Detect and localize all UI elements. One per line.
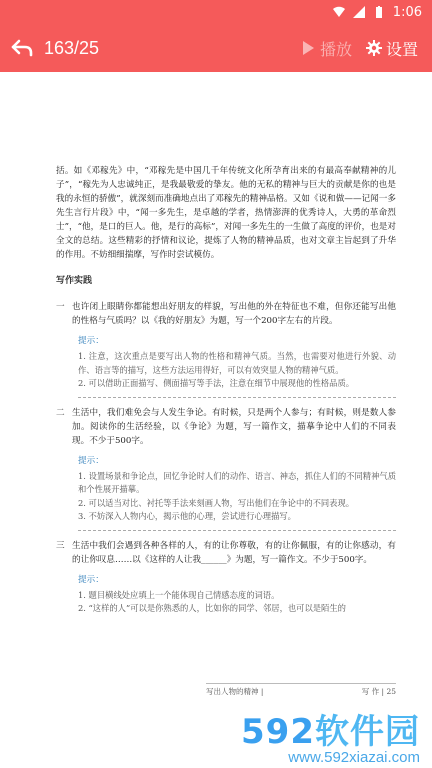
hint-label: 提示： <box>78 336 104 346</box>
hint-line: 1. 注意，这次重点是要写出人物的性格和精神气质。当然，也需要对他进行外貌、动作、语言等的描写，这些方法运用得好，可以有效突显人物的精神气质。 <box>78 351 396 375</box>
watermark <box>160 704 420 766</box>
back-arrow-icon <box>11 39 33 57</box>
settings-button[interactable] <box>366 37 418 60</box>
item-text: 也许闭上眼睛你都能想出好朋友的样貌，写出他的外在特征也不难，但你还能写出他的性格与气质吗？以《我的好朋友》为题，写一个200字左右的片段。 <box>72 302 396 326</box>
hint-line: 2. “这样的人”可以是你熟悉的人，比如你的同学、邻居，也可以是陌生的 <box>78 603 346 613</box>
hint-line: 2. 可以适当对比、衬托等手法来刻画人物，写出他们在争论中的不同表现。 <box>78 497 355 508</box>
back-button[interactable] <box>0 24 44 72</box>
app-bar <box>0 24 432 72</box>
status-time: 1:06 <box>392 4 422 20</box>
practice-item-1 <box>56 300 396 398</box>
item-number: 一 <box>56 302 65 312</box>
hint-line: 1. 设置场景和争论点，回忆争论时人们的动作、语言、神态，抓住人们的不同精神气质和个性展开描摹。 <box>78 470 396 494</box>
item-number: 二 <box>56 407 65 418</box>
practice-item-3 <box>56 539 396 616</box>
item-number: 三 <box>56 540 65 551</box>
footer-left: 写出人物的精神 | <box>206 687 264 696</box>
play-label: 播放 <box>319 39 352 59</box>
wifi-icon <box>333 6 345 18</box>
document-text <box>56 164 396 616</box>
item-text: 生活中，我们难免会与人发生争论。有时候，只是两个人参与；有时候，则是数人参加。阅读你的生活经验，以《争论》为题，写一篇作文，描摹争论中人们的不同表现。不少于500字。 <box>72 407 396 446</box>
hint-line: 3. 不妨深入人物内心，揭示他的心理，尝试进行心理描写。 <box>78 511 296 521</box>
play-button[interactable] <box>300 37 352 60</box>
divider <box>78 397 396 398</box>
settings-label: 设置 <box>385 39 418 59</box>
document-page[interactable] <box>0 72 432 768</box>
footer-right: 写 作 | 25 <box>361 687 396 696</box>
hint-line: 1. 题目横线处应填上一个能体现自己情感态度的词语。 <box>78 589 280 600</box>
gear-icon <box>366 40 382 56</box>
section-title: 写作实践 <box>56 276 93 286</box>
divider <box>78 530 396 531</box>
hint-label: 提示： <box>78 455 104 466</box>
watermark-url: www.592xiazai.com <box>288 749 420 766</box>
signal-icon <box>353 6 365 18</box>
page-footer <box>206 683 396 697</box>
watermark-logo: 592软件园 <box>241 712 420 752</box>
intro-paragraph: 括。如《邓稼先》中，“邓稼先是中国几千年传统文化所孕育出来的有最高奉献精神的儿子”，“稼先为人忠诚纯正，是我最敬爱的挚友。他的无私的精神与巨大的贡献是你的也是我的永恒的骄傲”，就深刻而准确地点出了邓稼先的精神品格。又如《说和做——记闻一多先生言行片段》中，“闻一多先生，是卓越的学者，热情澎湃的优秀诗人，大勇的革命烈士”，“他，是口的巨人。他，是行的高标”，对闻一多先生的一生做了高度的评价，也是对全文的总结。这些精彩的抒情和议论，提炼了人物的精神品质，也对文章主旨起到了升华的作用。不妨细细揣摩，写作时尝试模仿。 <box>56 166 396 260</box>
item-text: 生活中我们会遇到各种各样的人，有的让你尊敬，有的让你佩服，有的让你感动，有的让你叹息……以《这样的人让我______》为题，写一篇作文。不少于500字。 <box>72 540 396 565</box>
hint-label: 提示： <box>78 574 104 585</box>
play-icon <box>300 40 316 56</box>
practice-item-2 <box>56 406 396 531</box>
status-bar <box>0 0 432 24</box>
hint-line: 2. 可以借助正面描写、侧面描写等手法，注意在细节中展现他的性格品质。 <box>78 378 355 388</box>
battery-icon <box>373 6 385 18</box>
page-counter: 163/25 <box>44 37 100 58</box>
